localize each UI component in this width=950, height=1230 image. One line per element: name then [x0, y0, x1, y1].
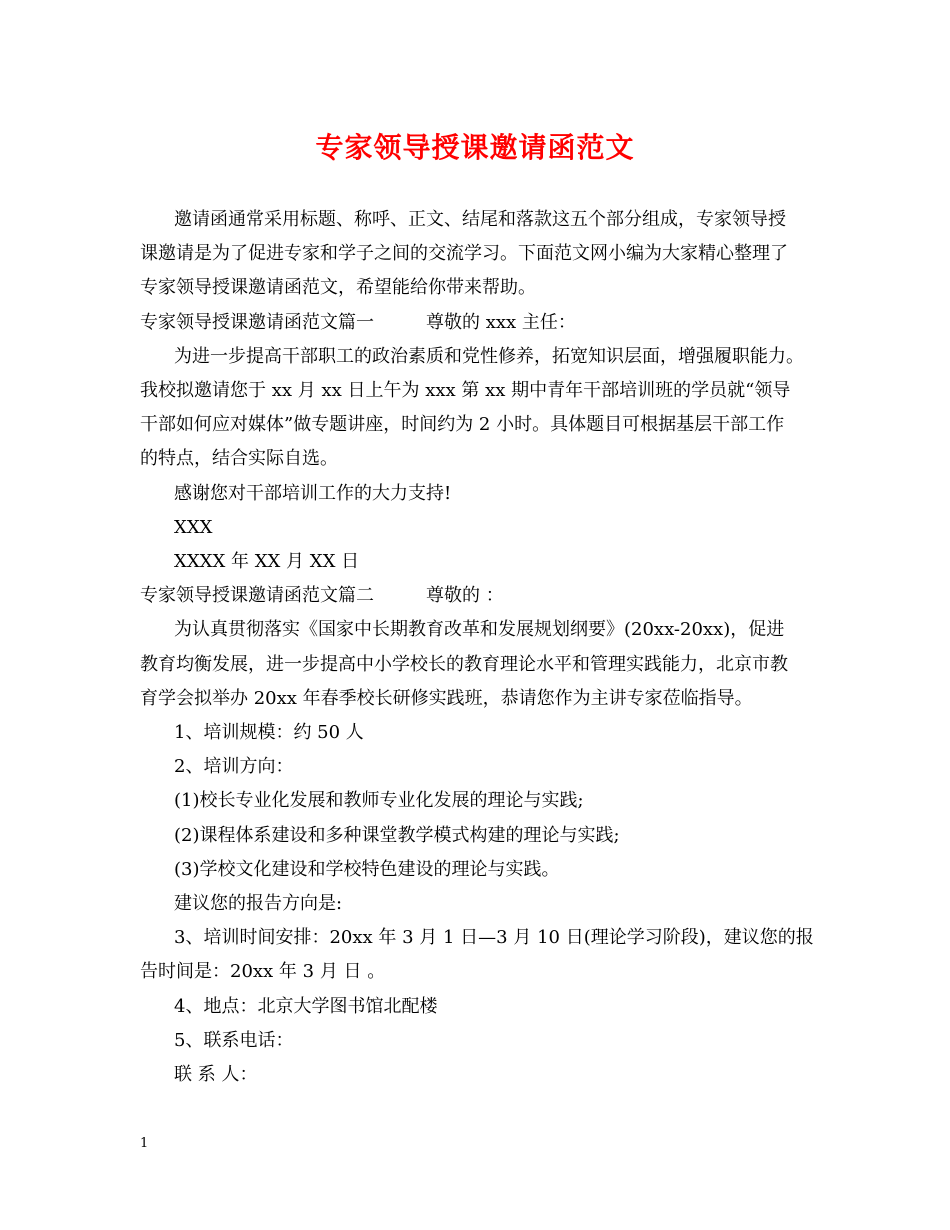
section2-schedule-line: 告时间是：20xx 年 3 月 日 。: [140, 961, 386, 983]
section1-body-line: 干部如何应对媒体”做专题讲座，时间约为 2 小时。具体题目可根据基层干部工作: [140, 414, 785, 436]
section2-body-line: 为认真贯彻落实《国家中长期教育改革和发展规划纲要》(20xx-20xx)，促进: [174, 619, 785, 641]
page-number: 1: [140, 1136, 149, 1151]
section2-heading: 专家领导授课邀请函范文篇二: [140, 585, 374, 607]
section2-schedule-line: 3、培训时间安排：20xx 年 3 月 1 日—3 月 10 日(理论学习阶段)，建议您的报: [174, 927, 814, 949]
section2-item: (2)课程体系建设和多种课堂教学模式构建的理论与实践;: [174, 824, 620, 846]
section2-body-line: 育学会拟举办 20xx 年春季校长研修实践班，恭请您作为主讲专家莅临指导。: [140, 687, 753, 709]
section2-location: 4、地点：北京大学图书馆北配楼: [174, 995, 438, 1017]
document-title: 专家领导授课邀请函范文: [315, 131, 635, 164]
section1-date: XXXX 年 XX 月 XX 日: [174, 551, 360, 573]
intro-line: 专家领导授课邀请函范文，希望能给你带来帮助。: [140, 277, 536, 299]
intro-line: 邀请函通常采用标题、称呼、正文、结尾和落款这五个部分组成，专家领导授: [174, 209, 786, 230]
intro-line: 课邀请是为了促进专家和学子之间的交流学习。下面范文网小编为大家精心整理了: [140, 243, 788, 265]
section2-item: (3)学校文化建设和学校特色建设的理论与实践。: [174, 858, 560, 880]
section1-heading: 专家领导授课邀请函范文篇一: [140, 311, 374, 333]
section2-body-line: 教育均衡发展，进一步提高中小学校长的教育理论水平和管理实践能力，北京市教: [140, 653, 788, 675]
section1-body-line: 的特点，结合实际自选。: [140, 448, 338, 470]
section1-heading-line: [140, 306, 840, 340]
document-body: [140, 203, 840, 1092]
section1-salutation: 尊敬的 xxx 主任：: [426, 311, 576, 333]
section2-item: 建议您的报告方向是:: [174, 893, 343, 915]
section2-phone: 5、联系电话：: [174, 1029, 294, 1051]
section2-salutation: 尊敬的 ：: [426, 585, 504, 607]
section2-item: 1、培训规模：约 50 人: [174, 722, 364, 744]
section2-contact: 联 系 人：: [174, 1064, 258, 1086]
section1-thanks: 感谢您对干部培训工作的大力支持!: [174, 482, 452, 504]
section1-signature: XXX: [174, 516, 213, 538]
section2-heading-line: [140, 579, 840, 613]
section1-body-line: 我校拟邀请您于 xx 月 xx 日上午为 xxx 第 xx 期中青年干部培训班的学员就“领导: [140, 380, 791, 402]
section2-item: (1)校长专业化发展和教师专业化发展的理论与实践;: [174, 790, 584, 812]
section2-item: 2、培训方向：: [174, 756, 294, 778]
section1-body-line: 为进一步提高干部职工的政治素质和党性修养，拓宽知识层面，增强履职能力。: [174, 345, 804, 367]
